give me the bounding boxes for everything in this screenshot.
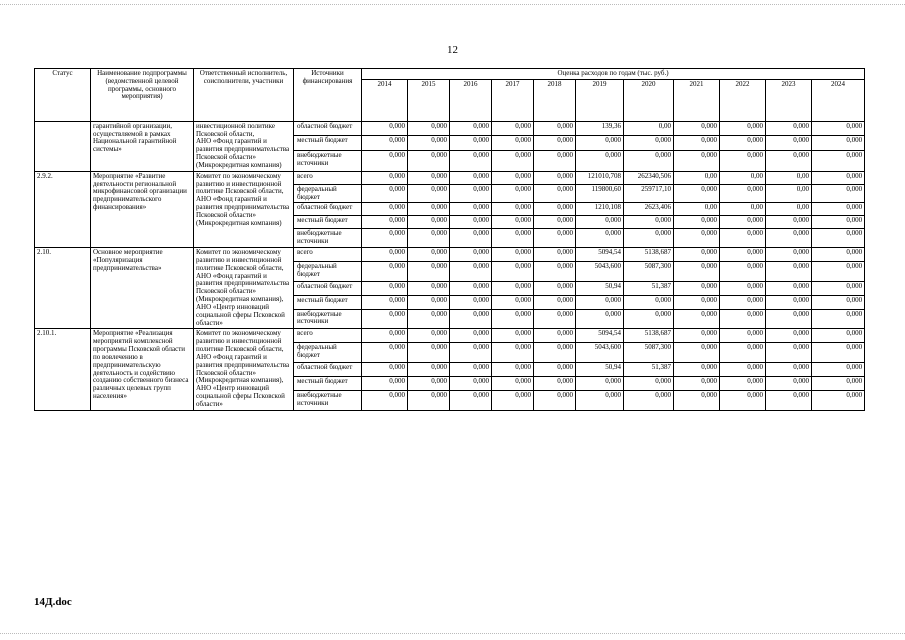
row-value: 5138,687 — [624, 248, 674, 262]
row-value: 0,000 — [576, 136, 624, 151]
row-value: 0,000 — [766, 309, 812, 329]
header-year: 2016 — [450, 79, 492, 121]
row-value: 0,000 — [720, 343, 766, 363]
row-value: 0,000 — [492, 376, 534, 390]
header-year: 2020 — [624, 79, 674, 121]
row-value: 0,000 — [492, 329, 534, 343]
scan-artifact-bottom — [0, 633, 905, 634]
row-value: 0,000 — [720, 309, 766, 329]
row-value: 0,000 — [362, 184, 408, 203]
header-year: 2022 — [720, 79, 766, 121]
row-value: 0,000 — [576, 216, 624, 229]
row-value: 0,000 — [450, 343, 492, 363]
row-source: всего — [294, 248, 362, 262]
row-value: 0,000 — [674, 150, 720, 171]
row-status: 2.9.2. — [35, 171, 91, 247]
row-value: 0,000 — [492, 229, 534, 248]
footer-filename: 14Д.doc — [34, 596, 72, 608]
row-status: 2.10. — [35, 248, 91, 329]
table-row — [35, 121, 865, 136]
row-value: 139,36 — [576, 121, 624, 136]
scan-artifact-top — [0, 4, 905, 5]
row-value: 0,000 — [492, 216, 534, 229]
row-name: Мероприятие «Развитие деятельности региональной микрофинансовой организации предпринимательского финансирования» — [91, 171, 194, 247]
row-value: 5094,54 — [576, 329, 624, 343]
row-value: 0,000 — [534, 309, 576, 329]
row-value: 0,000 — [492, 121, 534, 136]
row-value: 0,000 — [408, 363, 450, 377]
row-value: 0,000 — [534, 136, 576, 151]
row-value: 0,000 — [534, 203, 576, 216]
row-value: 0,000 — [408, 376, 450, 390]
row-value: 0,000 — [624, 150, 674, 171]
row-value: 0,000 — [534, 295, 576, 309]
row-value: 0,000 — [720, 363, 766, 377]
row-value: 0,00 — [766, 184, 812, 203]
row-value: 0,000 — [534, 281, 576, 295]
page-number: 12 — [447, 44, 458, 56]
row-source: внебюджетные источники — [294, 390, 362, 410]
row-value: 0,000 — [674, 309, 720, 329]
row-value: 0,000 — [812, 281, 865, 295]
row-value: 0,000 — [720, 390, 766, 410]
row-value: 0,000 — [674, 261, 720, 281]
row-value: 0,000 — [492, 281, 534, 295]
row-value: 0,000 — [408, 150, 450, 171]
row-value: 0,00 — [624, 121, 674, 136]
row-value: 0,000 — [408, 261, 450, 281]
row-value: 0,000 — [492, 343, 534, 363]
header-responsible: Ответственный исполнитель, соисполнители, участники — [194, 69, 294, 122]
row-value: 0,000 — [766, 261, 812, 281]
row-value: 0,000 — [492, 184, 534, 203]
row-value: 0,000 — [624, 309, 674, 329]
row-value: 0,000 — [450, 329, 492, 343]
row-value: 0,000 — [450, 295, 492, 309]
header-estimate: Оценка расходов по годам (тыс. руб.) — [362, 69, 865, 80]
header-year: 2023 — [766, 79, 812, 121]
row-value: 0,000 — [674, 281, 720, 295]
row-value: 0,000 — [674, 121, 720, 136]
row-value: 0,000 — [362, 216, 408, 229]
row-value: 0,000 — [534, 184, 576, 203]
row-value: 0,000 — [766, 390, 812, 410]
row-value: 0,000 — [534, 343, 576, 363]
row-value: 0,000 — [450, 171, 492, 184]
row-value: 51,387 — [624, 281, 674, 295]
row-responsible: инвестиционной политике Псковской области, АНО «Фонд гарантий и развития предпринимательства Псковской области» (Микрокредитная компания) — [194, 121, 294, 171]
row-value: 0,000 — [812, 248, 865, 262]
row-value: 0,000 — [450, 363, 492, 377]
row-value: 0,000 — [534, 390, 576, 410]
row-value: 0,000 — [362, 121, 408, 136]
table-row — [35, 248, 865, 262]
row-value: 0,000 — [362, 261, 408, 281]
row-value: 0,000 — [450, 136, 492, 151]
row-source: федеральный бюджет — [294, 343, 362, 363]
table-row — [35, 329, 865, 343]
row-value: 0,000 — [362, 203, 408, 216]
row-value: 0,000 — [674, 363, 720, 377]
header-year: 2019 — [576, 79, 624, 121]
row-value: 0,000 — [766, 281, 812, 295]
row-value: 0,000 — [576, 150, 624, 171]
row-value: 0,000 — [534, 376, 576, 390]
row-value: 0,000 — [450, 121, 492, 136]
row-value: 0,000 — [812, 203, 865, 216]
row-responsible: Комитет по экономическому развитию и инвестиционной политике Псковской области, АНО «Фонд гарантий и развития предпринимательства Псковской области» (Микрокредитная компания) — [194, 171, 294, 247]
row-value: 5087,300 — [624, 261, 674, 281]
row-source: всего — [294, 329, 362, 343]
row-value: 0,000 — [674, 329, 720, 343]
row-value: 0,000 — [362, 309, 408, 329]
header-year: 2021 — [674, 79, 720, 121]
row-value: 262340,506 — [624, 171, 674, 184]
row-value: 0,000 — [766, 216, 812, 229]
row-name: гарантийной организации, осуществляемой в рамках Национальной гарантийной системы» — [91, 121, 194, 171]
row-value: 0,000 — [812, 216, 865, 229]
row-value: 259717,10 — [624, 184, 674, 203]
row-value: 0,000 — [362, 329, 408, 343]
row-value: 0,000 — [812, 376, 865, 390]
row-value: 0,000 — [362, 376, 408, 390]
row-name: Мероприятие «Реализация мероприятий комплексной программы Псковской области по вовлечению в предпринимательскую деятельность и содействию созданию собственного бизнеса различных целевых групп населения» — [91, 329, 194, 410]
row-value: 0,000 — [720, 136, 766, 151]
row-value: 0,000 — [534, 171, 576, 184]
row-value: 0,000 — [492, 390, 534, 410]
row-value: 5138,687 — [624, 329, 674, 343]
row-value: 0,00 — [720, 203, 766, 216]
row-value: 0,00 — [766, 203, 812, 216]
row-value: 0,000 — [408, 343, 450, 363]
header-status: Статус — [35, 69, 91, 122]
row-value: 5087,300 — [624, 343, 674, 363]
row-value: 0,000 — [450, 150, 492, 171]
row-value: 0,000 — [720, 229, 766, 248]
row-source: областной бюджет — [294, 203, 362, 216]
row-value: 0,000 — [720, 216, 766, 229]
row-value: 0,000 — [674, 248, 720, 262]
row-value: 0,000 — [812, 229, 865, 248]
row-value: 0,000 — [812, 343, 865, 363]
table-row — [35, 171, 865, 184]
row-value: 1210,108 — [576, 203, 624, 216]
row-value: 0,000 — [720, 184, 766, 203]
row-value: 0,000 — [674, 216, 720, 229]
row-value: 0,000 — [492, 261, 534, 281]
row-value: 0,00 — [674, 203, 720, 216]
row-value: 0,000 — [576, 295, 624, 309]
row-value: 0,000 — [720, 329, 766, 343]
row-value: 0,000 — [812, 184, 865, 203]
row-value: 0,000 — [624, 390, 674, 410]
row-value: 0,000 — [450, 248, 492, 262]
row-value: 0,000 — [492, 136, 534, 151]
row-value: 0,000 — [624, 376, 674, 390]
row-value: 0,000 — [408, 184, 450, 203]
row-value: 0,000 — [720, 121, 766, 136]
row-value: 0,000 — [674, 184, 720, 203]
row-source: местный бюджет — [294, 136, 362, 151]
row-value: 2623,406 — [624, 203, 674, 216]
header-sources: Источники финансирования — [294, 69, 362, 122]
expense-table — [34, 68, 865, 411]
row-name: Основное мероприятие «Популяризация предпринимательства» — [91, 248, 194, 329]
row-value: 51,387 — [624, 363, 674, 377]
row-value: 0,000 — [812, 363, 865, 377]
row-value: 0,000 — [534, 248, 576, 262]
table-body — [35, 121, 865, 410]
row-value: 0,000 — [812, 171, 865, 184]
row-value: 0,000 — [408, 216, 450, 229]
row-value: 0,000 — [362, 390, 408, 410]
row-value: 0,000 — [534, 229, 576, 248]
row-source: местный бюджет — [294, 295, 362, 309]
row-value: 5043,600 — [576, 261, 624, 281]
row-value: 0,000 — [534, 216, 576, 229]
row-value: 0,000 — [624, 229, 674, 248]
row-value: 0,000 — [492, 203, 534, 216]
row-value: 0,000 — [362, 281, 408, 295]
row-value: 0,000 — [450, 229, 492, 248]
row-value: 0,000 — [362, 171, 408, 184]
row-value: 0,000 — [362, 150, 408, 171]
row-value: 0,000 — [812, 309, 865, 329]
row-value: 0,000 — [624, 216, 674, 229]
row-source: внебюджетные источники — [294, 229, 362, 248]
row-value: 0,000 — [534, 329, 576, 343]
row-value: 0,000 — [766, 329, 812, 343]
row-value: 0,000 — [812, 329, 865, 343]
row-value: 0,000 — [450, 309, 492, 329]
header-year: 2018 — [534, 79, 576, 121]
row-source: федеральный бюджет — [294, 261, 362, 281]
row-value: 0,000 — [492, 363, 534, 377]
row-source: внебюджетные источники — [294, 150, 362, 171]
header-name: Наименование подпрограммы (ведомственной целевой программы, основного мероприятия) — [91, 69, 194, 122]
row-value: 0,000 — [766, 376, 812, 390]
row-status: 2.10.1. — [35, 329, 91, 410]
header-year: 2017 — [492, 79, 534, 121]
row-responsible: Комитет по экономическому развитию и инвестиционной политике Псковской области, АНО «Фонд гарантий и развития предпринимательства Псковской области» (Микрокредитная компания), АНО «Центр инноваций социальной сферы Псковской области» — [194, 248, 294, 329]
row-value: 0,000 — [492, 171, 534, 184]
row-source: местный бюджет — [294, 216, 362, 229]
row-value: 0,000 — [812, 150, 865, 171]
row-value: 0,000 — [766, 136, 812, 151]
row-value: 0,000 — [408, 171, 450, 184]
row-value: 0,000 — [576, 309, 624, 329]
row-value: 0,000 — [450, 281, 492, 295]
row-value: 0,000 — [450, 203, 492, 216]
row-value: 0,000 — [408, 329, 450, 343]
row-value: 0,000 — [408, 203, 450, 216]
row-value: 0,000 — [812, 261, 865, 281]
row-value: 0,000 — [766, 295, 812, 309]
row-responsible: Комитет по экономическому развитию и инвестиционной политике Псковской области, АНО «Фонд гарантий и развития предпринимательства Псковской области» (Микрокредитная компания), АНО «Центр инноваций социальной сферы Псковской области» — [194, 329, 294, 410]
row-value: 0,000 — [766, 363, 812, 377]
row-value: 0,000 — [362, 363, 408, 377]
row-value: 0,000 — [534, 121, 576, 136]
row-value: 121010,708 — [576, 171, 624, 184]
row-value: 0,000 — [720, 295, 766, 309]
row-value: 0,000 — [408, 295, 450, 309]
row-source: местный бюджет — [294, 376, 362, 390]
row-value: 0,000 — [766, 248, 812, 262]
row-value: 0,000 — [408, 121, 450, 136]
row-value: 0,000 — [450, 261, 492, 281]
header-year: 2015 — [408, 79, 450, 121]
row-value: 0,000 — [408, 229, 450, 248]
row-value: 0,000 — [812, 136, 865, 151]
row-value: 0,00 — [720, 171, 766, 184]
row-value: 0,000 — [766, 343, 812, 363]
row-value: 50,94 — [576, 363, 624, 377]
row-value: 0,000 — [492, 150, 534, 171]
row-status — [35, 121, 91, 171]
row-value: 0,000 — [674, 376, 720, 390]
row-source: всего — [294, 171, 362, 184]
row-source: областной бюджет — [294, 121, 362, 136]
row-value: 0,000 — [720, 261, 766, 281]
row-value: 0,000 — [534, 150, 576, 171]
row-value: 0,00 — [674, 171, 720, 184]
row-value: 0,000 — [576, 229, 624, 248]
row-value: 0,000 — [674, 136, 720, 151]
row-value: 0,000 — [362, 343, 408, 363]
row-value: 0,000 — [766, 121, 812, 136]
header-year: 2024 — [812, 79, 865, 121]
row-value: 0,000 — [674, 295, 720, 309]
row-value: 0,000 — [720, 376, 766, 390]
row-value: 0,000 — [408, 281, 450, 295]
row-value: 0,000 — [812, 390, 865, 410]
row-value: 0,000 — [450, 216, 492, 229]
row-value: 0,000 — [450, 390, 492, 410]
row-value: 0,000 — [362, 229, 408, 248]
row-value: 0,000 — [408, 390, 450, 410]
row-value: 0,000 — [720, 150, 766, 171]
row-source: федеральный бюджет — [294, 184, 362, 203]
row-value: 0,000 — [720, 248, 766, 262]
row-value: 0,000 — [408, 136, 450, 151]
row-value: 0,000 — [362, 248, 408, 262]
row-value: 0,00 — [766, 171, 812, 184]
row-value: 0,000 — [674, 343, 720, 363]
row-value: 0,000 — [624, 295, 674, 309]
row-value: 0,000 — [812, 295, 865, 309]
row-value: 0,000 — [534, 363, 576, 377]
row-value: 0,000 — [492, 248, 534, 262]
row-value: 0,000 — [450, 376, 492, 390]
row-value: 0,000 — [534, 261, 576, 281]
row-value: 0,000 — [576, 390, 624, 410]
row-value: 0,000 — [450, 184, 492, 203]
row-source: внебюджетные источники — [294, 309, 362, 329]
row-value: 0,000 — [812, 121, 865, 136]
row-value: 0,000 — [720, 281, 766, 295]
row-value: 5094,54 — [576, 248, 624, 262]
row-value: 0,000 — [674, 390, 720, 410]
row-value: 0,000 — [408, 248, 450, 262]
row-value: 0,000 — [624, 136, 674, 151]
row-value: 5043,600 — [576, 343, 624, 363]
row-value: 0,000 — [492, 295, 534, 309]
row-value: 119800,60 — [576, 184, 624, 203]
row-value: 0,000 — [408, 309, 450, 329]
row-value: 0,000 — [766, 150, 812, 171]
row-value: 0,000 — [362, 136, 408, 151]
row-value: 50,94 — [576, 281, 624, 295]
row-value: 0,000 — [674, 229, 720, 248]
header-year: 2014 — [362, 79, 408, 121]
row-source: областной бюджет — [294, 281, 362, 295]
row-source: областной бюджет — [294, 363, 362, 377]
row-value: 0,000 — [492, 309, 534, 329]
row-value: 0,000 — [766, 229, 812, 248]
row-value: 0,000 — [362, 295, 408, 309]
row-value: 0,000 — [576, 376, 624, 390]
